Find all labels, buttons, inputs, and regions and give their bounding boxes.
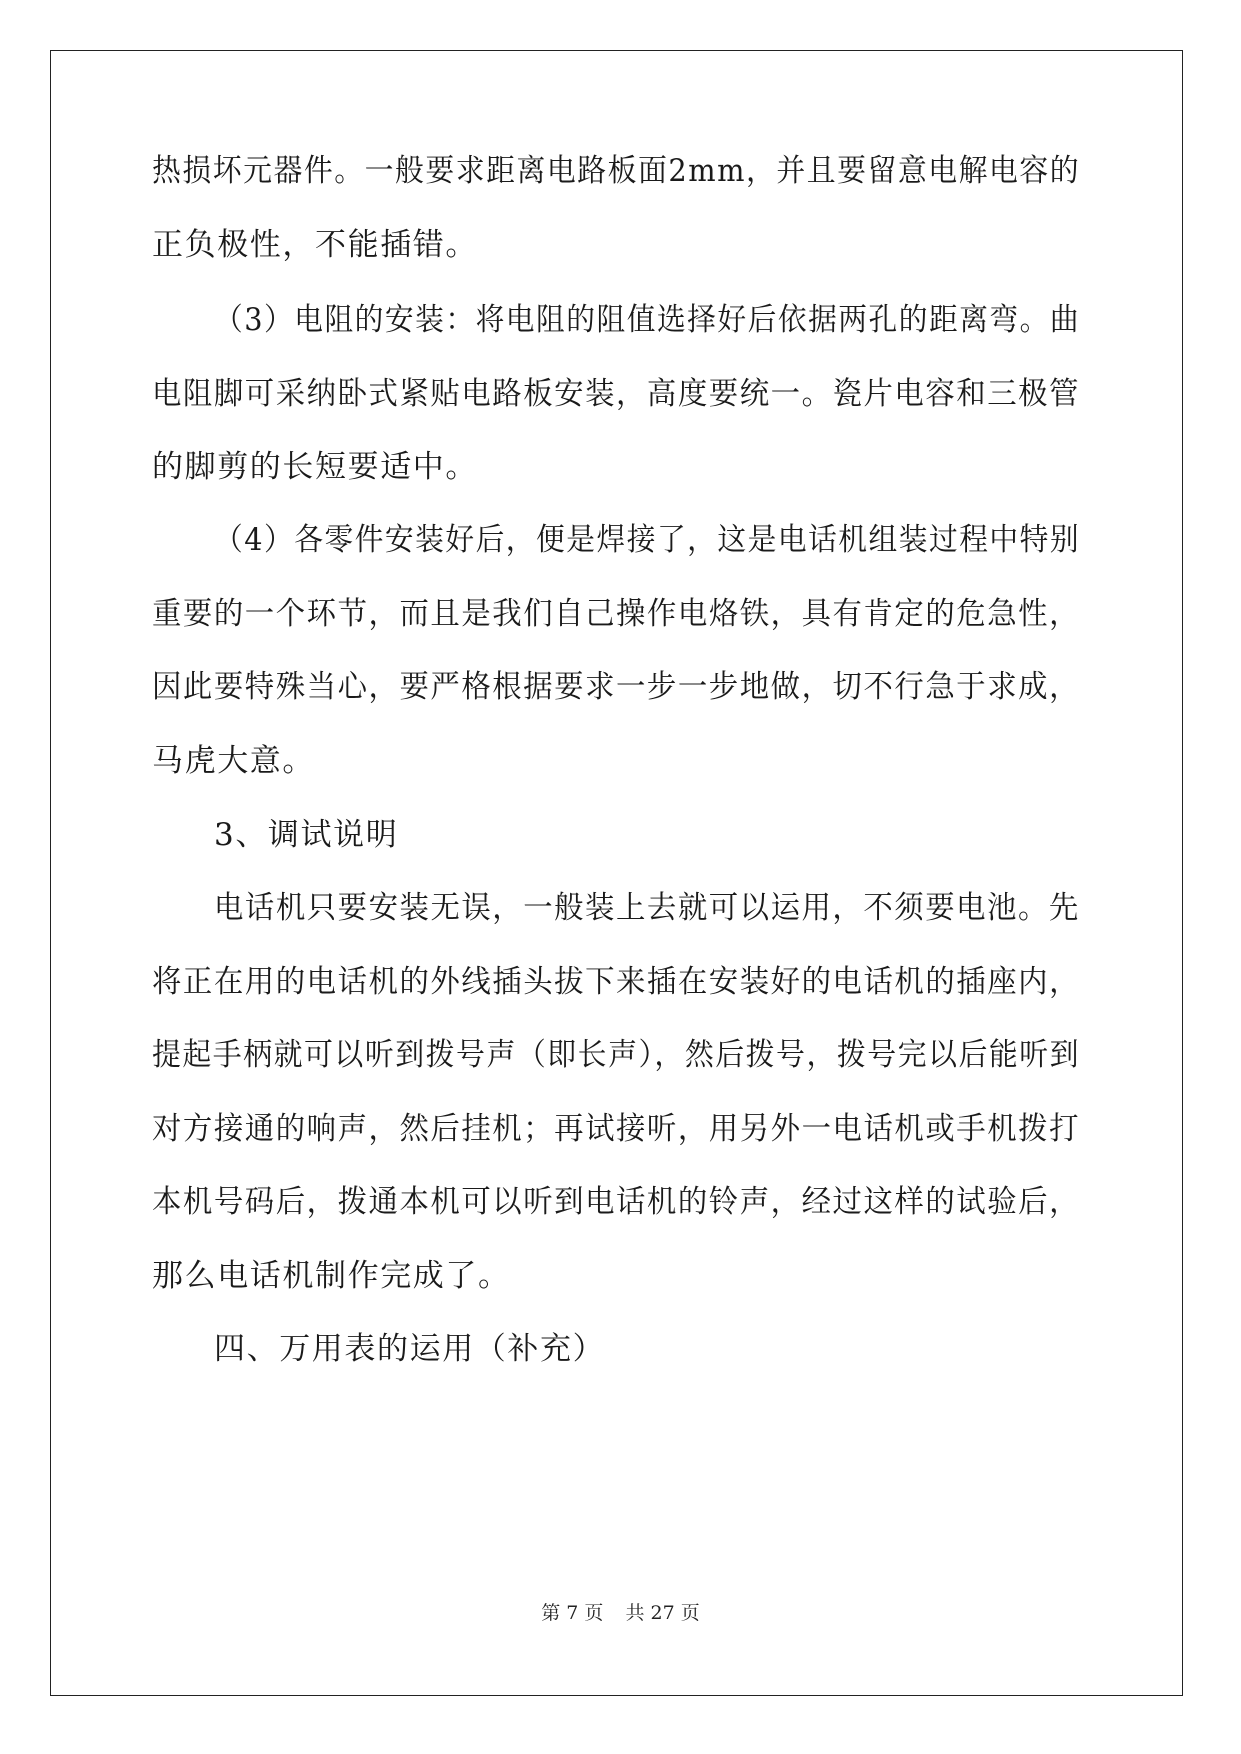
- text-line: 因此要特殊当心，要严格根据要求一步一步地做，切不行急于求成，: [152, 669, 1080, 705]
- text-line: 正负极性，不能插错。: [152, 227, 478, 263]
- text-line: （3）电阻的安装：将电阻的阻值选择好后依据两孔的距离弯。曲: [214, 302, 1081, 338]
- text-line: （4）各零件安装好后，便是焊接了，这是电话机组装过程中特别: [214, 522, 1081, 558]
- text-line: 热损坏元器件。一般要求距离电路板面2mm，并且要留意电解电容的: [152, 153, 1081, 189]
- section-heading: 3、调试说明: [214, 817, 399, 853]
- text-line: 那么电话机制作完成了。: [152, 1258, 511, 1294]
- total-pages: 共 27 页: [625, 1602, 700, 1624]
- text-line: 将正在用的电话机的外线插头拔下来插在安装好的电话机的插座内，: [152, 964, 1080, 1000]
- text-line: 电阻脚可采纳卧式紧贴电路板安装，高度要统一。瓷片电容和三极管: [152, 376, 1080, 412]
- page-border: [50, 50, 1183, 1696]
- text-line: 提起手柄就可以听到拨号声（即长声），然后拨号，拨号完以后能听到: [152, 1037, 1081, 1073]
- section-heading: 四、万用表的运用（补充）: [214, 1331, 606, 1367]
- text-line: 对方接通的响声，然后挂机；再试接听，用另外一电话机或手机拨打: [152, 1111, 1080, 1147]
- text-line: 本机号码后，拨通本机可以听到电话机的铃声，经过这样的试验后，: [152, 1184, 1080, 1220]
- text-line: 电话机只要安装无误，一般装上去就可以运用，不须要电池。先: [214, 890, 1080, 926]
- page-number: 第 7 页: [541, 1602, 604, 1624]
- text-line: 马虎大意。: [152, 743, 315, 779]
- page-footer: [0, 1598, 1241, 1625]
- text-line: 的脚剪的长短要适中。: [152, 449, 478, 485]
- text-line: 重要的一个环节，而且是我们自己操作电烙铁，具有肯定的危急性，: [152, 596, 1080, 632]
